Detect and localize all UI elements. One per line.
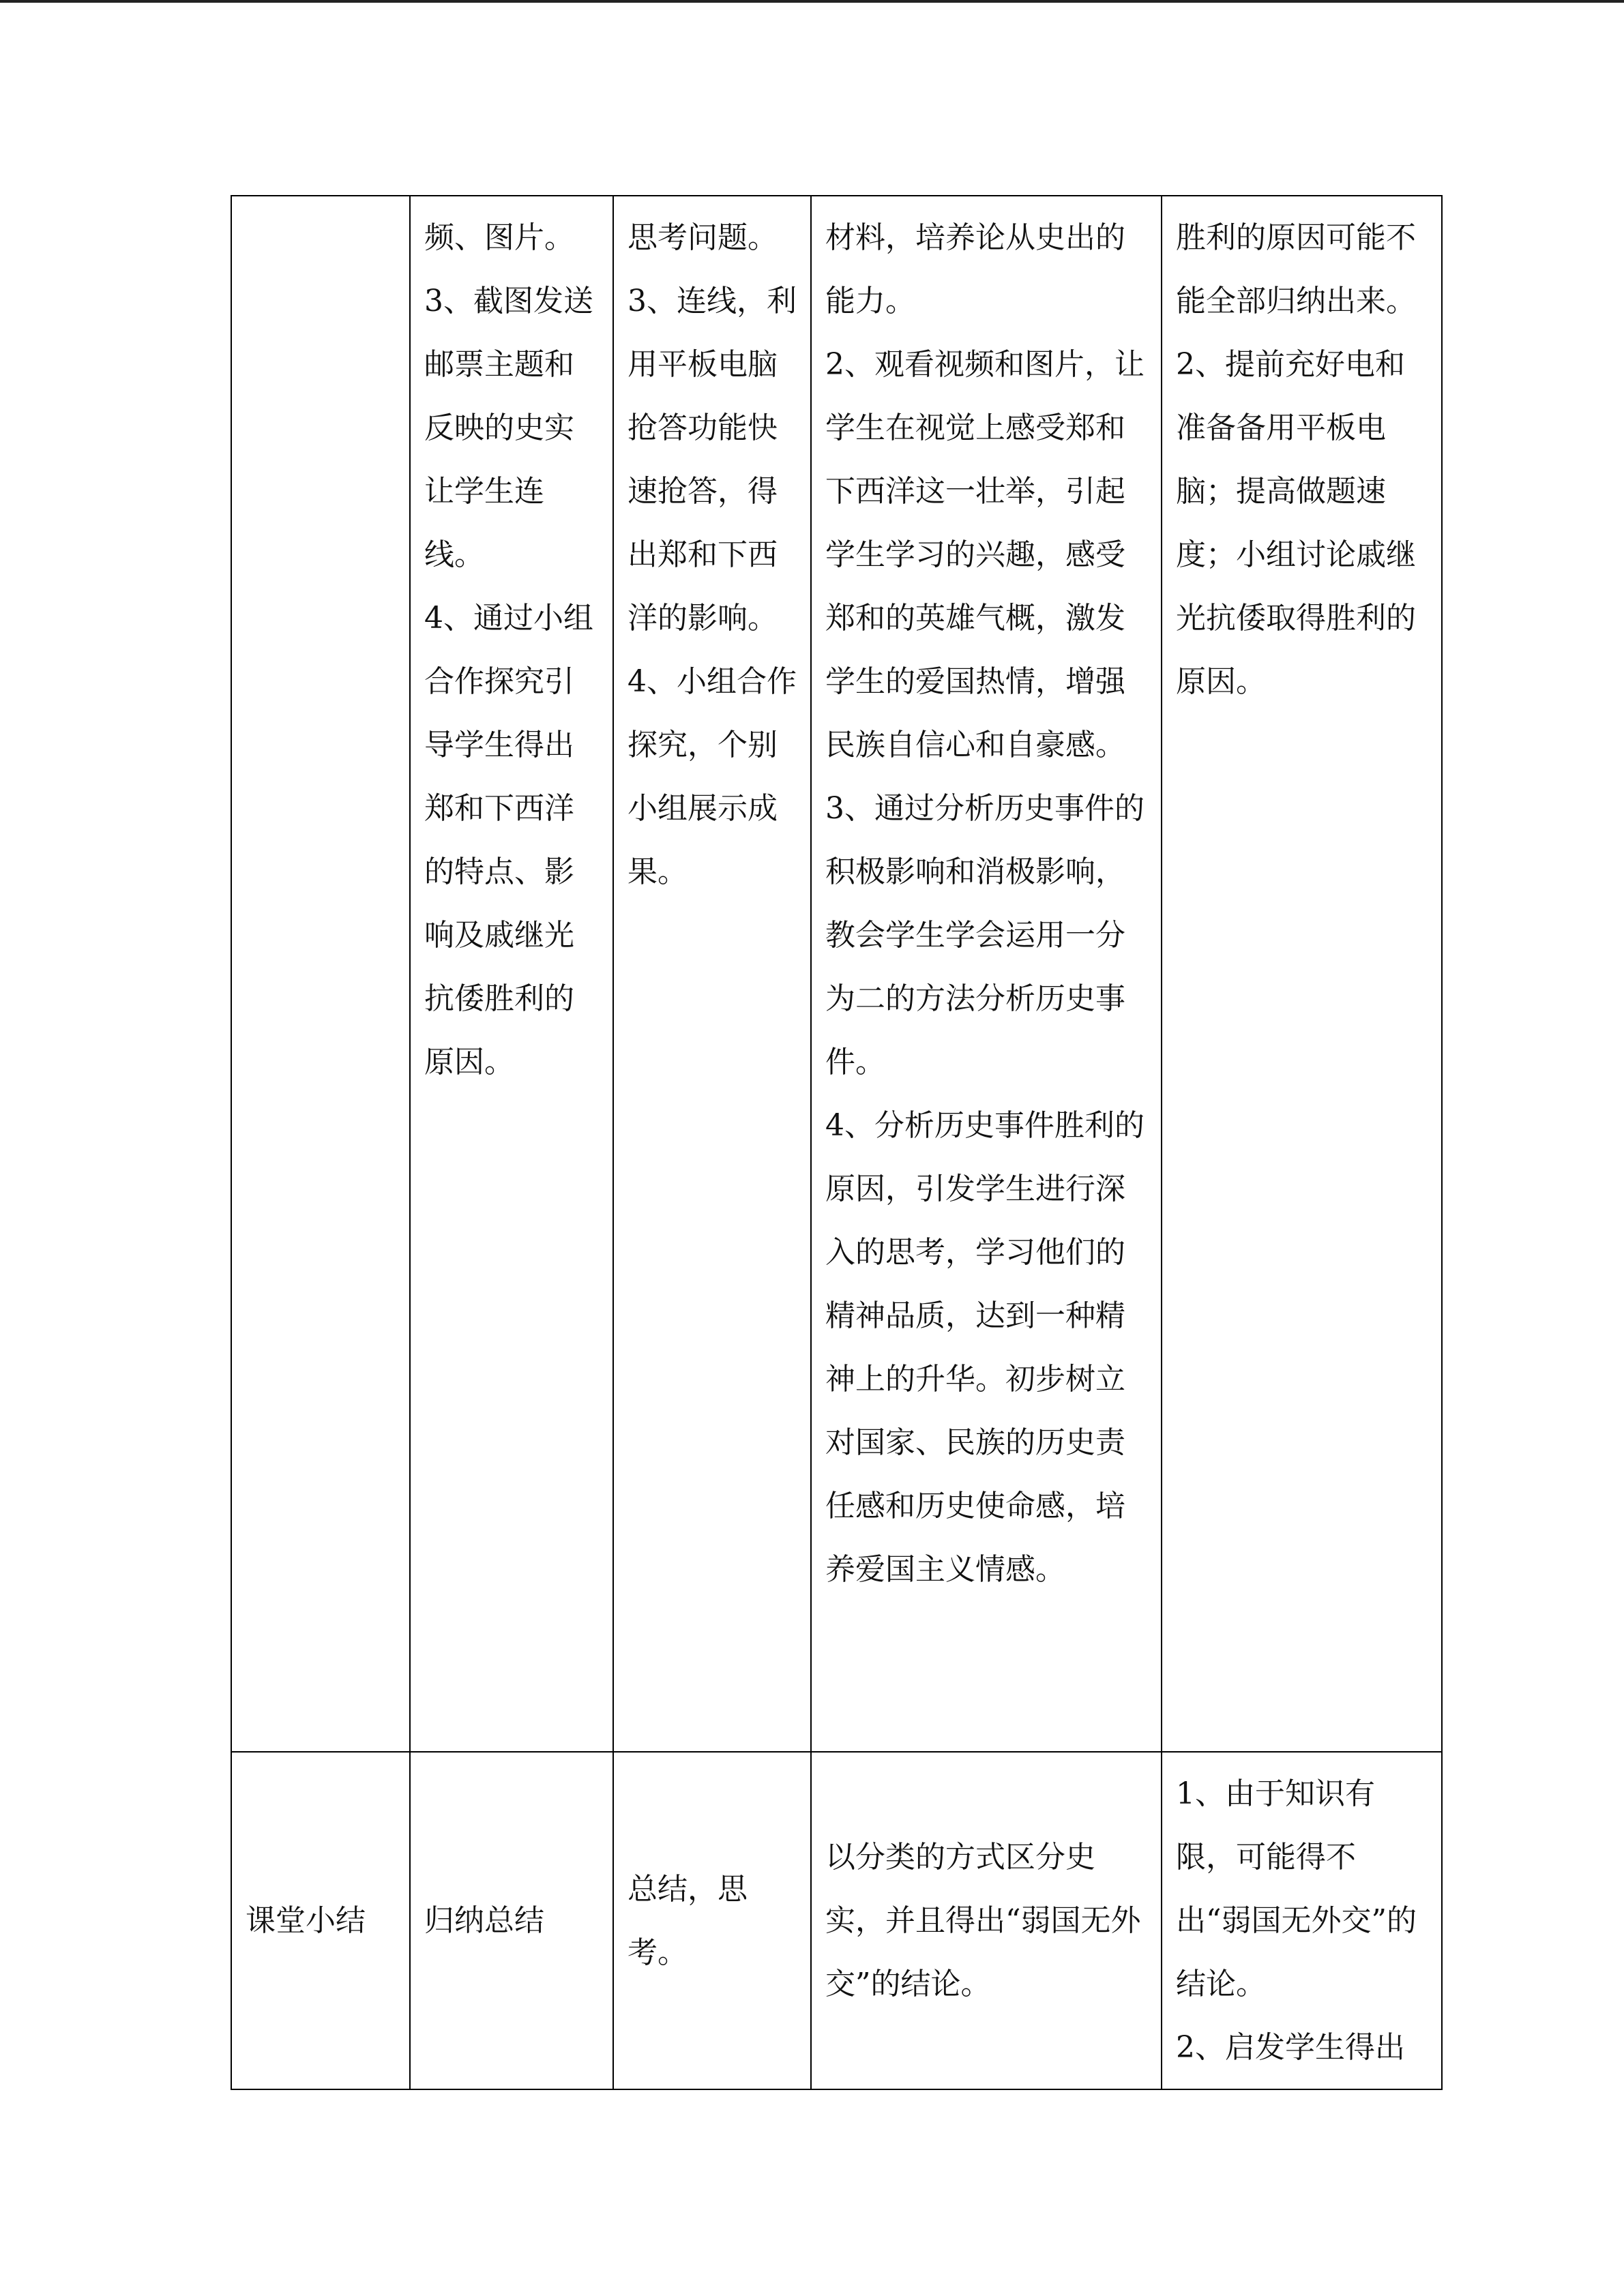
cell-paragraph: 3、通过分析历史事件的积极影响和消极影响，教会学生学会运用一分为二的方法分析历史事件。 — [825, 791, 1145, 1079]
notes-cell — [1162, 196, 1442, 1752]
cell-paragraph: 总结，思考。 — [628, 1871, 748, 1970]
teacher-activity-cell — [410, 196, 613, 1752]
student-activity-cell — [613, 1752, 811, 2089]
page-top-border — [0, 0, 1624, 3]
table-row — [231, 1752, 1442, 2089]
cell-paragraph: 2、提前充好电和准备备用平板电脑；提高做题速度；小组讨论戚继光抗倭取得胜利的原因。 — [1176, 347, 1416, 699]
notes-cell — [1162, 1752, 1442, 2089]
stage-cell — [231, 196, 410, 1752]
design-intent-cell — [811, 196, 1162, 1752]
cell-paragraph: 4、小组合作探究，个别小组展示成果。 — [628, 664, 797, 889]
cell-paragraph: 3、连线，利用平板电脑抢答功能快速抢答，得出郑和下西洋的影响。 — [628, 284, 797, 636]
cell-paragraph: 材料，培养论从史出的能力。 — [825, 220, 1125, 318]
table-row — [231, 196, 1442, 1752]
design-intent-cell — [811, 1752, 1162, 2089]
cell-paragraph: 3、截图发送邮票主题和反映的史实让学生连线。 — [424, 284, 593, 572]
student-activity-cell — [613, 196, 811, 1752]
teacher-activity-cell — [410, 1752, 613, 2089]
cell-paragraph: 2、观看视频和图片，让学生在视觉上感受郑和下西洋这一壮举，引起学生学习的兴趣，感受郑和的英雄气概，激发学生的爱国热情，增强民族自信心和自豪感。 — [825, 347, 1145, 762]
lesson-plan-table — [231, 195, 1443, 2090]
cell-paragraph: 思考问题。 — [628, 220, 778, 255]
cell-paragraph: 频、图片。 — [424, 220, 574, 255]
cell-paragraph: 归纳总结 — [424, 1903, 544, 1938]
cell-paragraph: 2、启发学生得出 — [1176, 2030, 1405, 2065]
cell-paragraph: 以分类的方式区分史实，并且得出“弱国无外交”的结论。 — [825, 1840, 1141, 2001]
cell-paragraph: 4、分析历史事件胜利的原因，引发学生进行深入的思考，学习他们的精神品质，达到一种精神上的升华。初步树立对国家、民族的历史责任感和历史使命感，培养爱国主义情感。 — [825, 1108, 1145, 1587]
cell-paragraph: 胜利的原因可能不能全部归纳出来。 — [1176, 220, 1416, 318]
cell-paragraph: 4、通过小组合作探究引导学生得出郑和下西洋的特点、影响及戚继光抗倭胜利的原因。 — [424, 601, 593, 1079]
cell-paragraph: 1、由于知识有限，可能得不出“弱国无外交”的结论。 — [1176, 1776, 1417, 2001]
stage-cell: 课堂小结 — [231, 1752, 410, 2089]
